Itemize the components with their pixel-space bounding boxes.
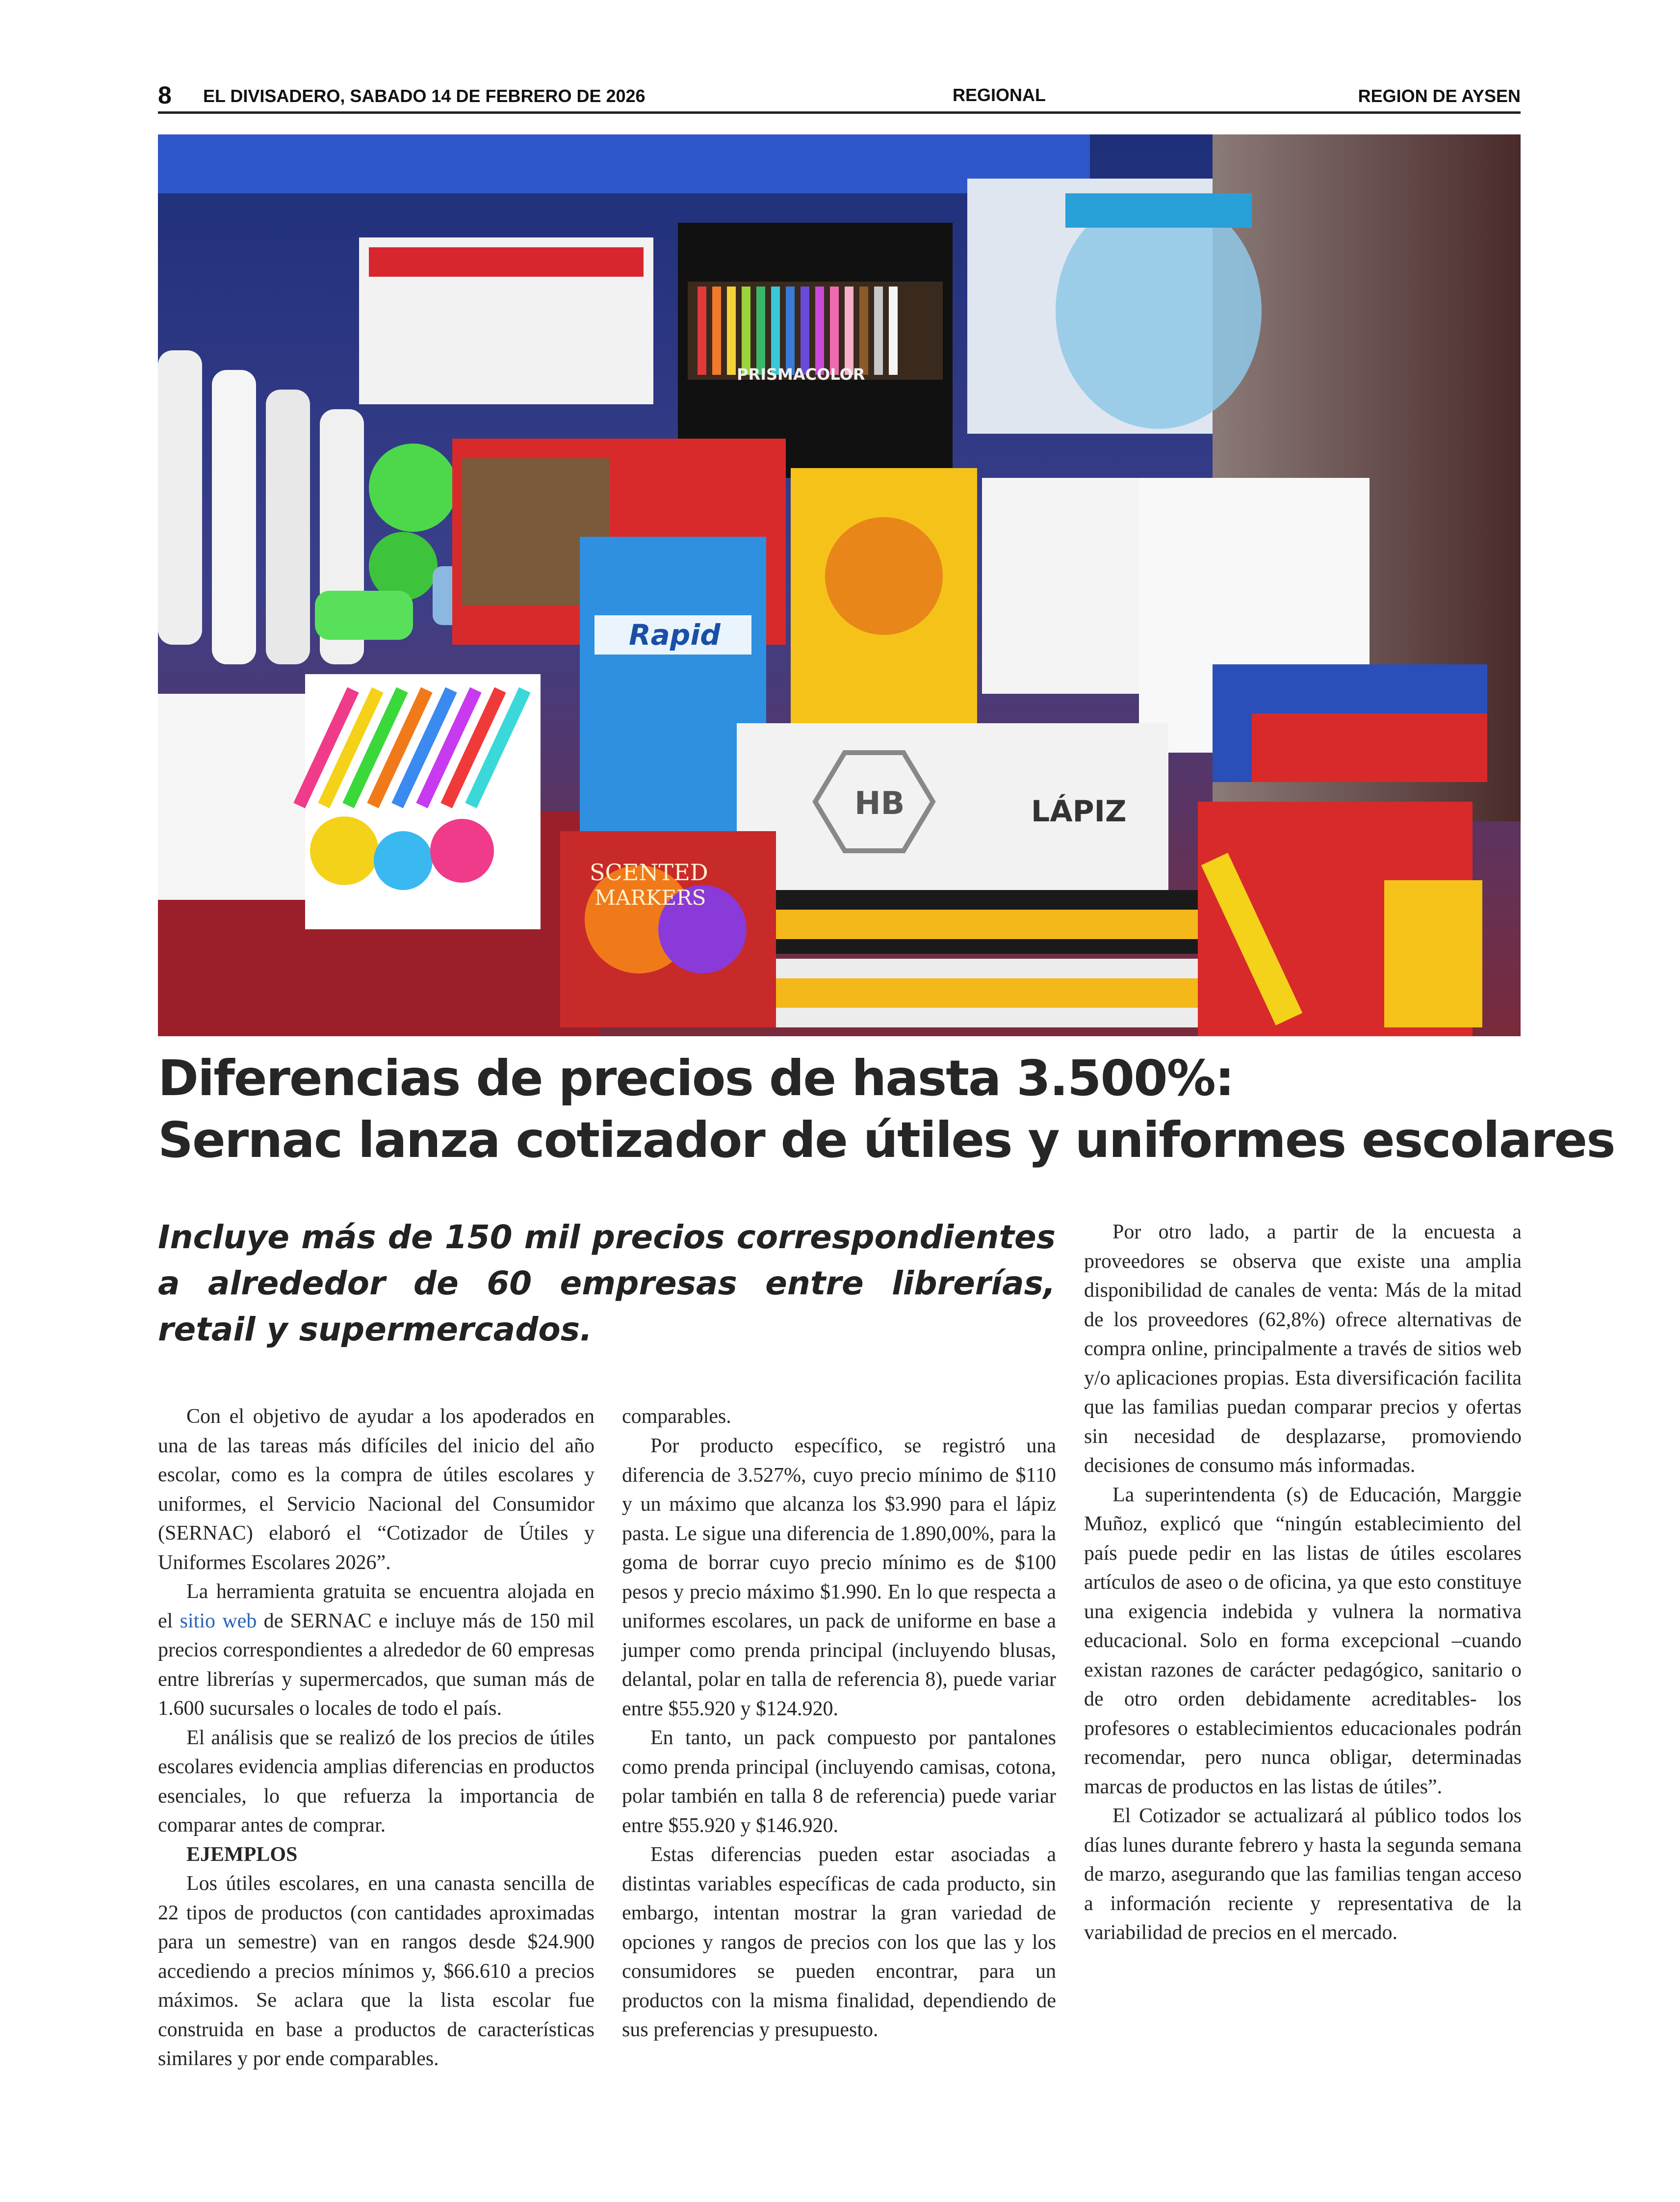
hb-label: HB (854, 786, 905, 822)
article-column-2 (622, 1402, 1056, 2045)
region-name: REGION DE AYSEN (1358, 86, 1521, 106)
paragraph: Estas diferencias pueden estar asociadas a distintas variables específicas de cada producto, sin embargo, intentan mostrar la gran variedad de opciones y rangos de precios con los que las y los consumidores se pueden encontrar, para un productos con la misma finalidad, dependiendo de sus preferencias y presupuesto. (622, 1843, 1056, 2041)
paragraph: Con el objetivo de ayudar a los apoderados en una de las tareas más difíciles del inicio del año escolar, como es la compra de útiles escolares y uniformes, el Servicio Nacional del Consumidor (SERNAC) elaboró el “Cotizador de Útiles y Uniformes Escolares 2026”. (158, 1405, 594, 1574)
continuation-word: comparables. (622, 1405, 731, 1428)
page-number: 8 (158, 81, 172, 109)
prismacolor-label: PRISMACOLOR (737, 365, 865, 384)
paragraph-text: de SERNAC e incluye más de 150 mil precios correspondientes a alrededor de 60 empresas entre librerías y supermercados, que suman más de 1.600 sucursales o locales de todo el país. (158, 1609, 594, 1720)
paragraph: Por producto específico, se registró una diferencia de 3.527%, cuyo precio mínimo de $110 y un máximo que alcanza los $3.990 para el lápiz pasta. Le sigue una diferencia de 1.890,00%, para la goma de borrar cuyo precio mínimo es de $100 pesos y precio máximo $1.990. En lo que respecta a uniformes escolares, un pack de uniforme en base a jumper como prenda principal (incluyendo blusas, delantal, polar en talla de referencia 8), puede variar entre $55.920 y $124.920. (622, 1435, 1056, 1720)
scented-label: SCENTED (590, 859, 708, 886)
headline-line-1: Diferencias de precios de hasta 3.500%: (158, 1049, 1234, 1107)
sitio-web-link[interactable]: sitio web (180, 1609, 257, 1632)
headline-line-2: Sernac lanza cotizador de útiles y uniformes escolares (158, 1111, 1615, 1169)
school-supplies-photo (158, 134, 1521, 1036)
paragraph (158, 1577, 594, 1724)
headline (158, 1048, 1615, 1171)
paragraph: El Cotizador se actualizará al público todos los días lunes durante febrero y hasta la segunda semana de marzo, asegurando que las familias tengan acceso a información reciente y representativa de la variabilidad de precios en el mercado. (1084, 1805, 1522, 1944)
section-name: REGIONAL (953, 85, 1046, 105)
markers-label: MARKERS (594, 886, 706, 910)
paragraph: Los útiles escolares, en una canasta sencilla de 22 tipos de productos (con cantidades aproximadas para un semestre) van en rangos desde $24.900 accediendo a precios mínimos y, $66.610 a precios máximos. Se aclara que la lista escolar fue construida en base a productos de características similares y por ende comparables. (158, 1872, 594, 2070)
subheading-ejemplos: EJEMPLOS (186, 1843, 298, 1866)
publication-date: EL DIVISADERO, SABADO 14 DE FEBRERO DE 2026 (203, 86, 646, 106)
paragraph: Por otro lado, a partir de la encuesta a proveedores se observa que existe una amplia disponibilidad de canales de venta: Más de la mitad de los proveedores (62,8%) ofrece alternativas de compra online, principalmente a través de sitios web y/o aplicaciones propias. Esta diversificación facilita que las familias puedan comparar precios y ofertas sin necesidad de desplazarse, promoviendo decisiones de consumo más informadas. (1084, 1221, 1522, 1477)
lapiz-label: LÁPIZ (1031, 794, 1127, 829)
paragraph-text: La herramienta gratuita se encuentra alojada en el (158, 1580, 594, 1632)
page-header (158, 81, 1521, 114)
paragraph: En tanto, un pack compuesto por pantalones como prenda principal (incluyendo camisas, cotona, polar también en talla 8 de referencia) puede variar entre $55.920 y $146.920. (622, 1727, 1056, 1837)
article-column-1 (158, 1402, 594, 2102)
paragraph: El análisis que se realizó de los precios de útiles escolares evidencia amplias diferencias en productos esenciales, lo que refuerza la importancia de comparar antes de comprar. (158, 1726, 594, 1836)
paragraph: La superintendenta (s) de Educación, Marggie Muñoz, explicó que “ningún establecimiento del país puede pedir en las listas de útiles escolares artículos de aseo o de oficina, ya que esto constituye una exigencia indebida y vulnera la normativa educacional. Solo en forma excepcional –cuando existan razones de carácter pedagógico, sanitario o de otro orden debidamente acreditables- los profesores o establecimientos educacionales podrán recomendar, pero nunca obligar, determinadas marcas de productos en las listas de útiles”. (1084, 1483, 1522, 1798)
column-2-continuation (622, 1402, 1056, 1432)
deck-subtitle: Incluye más de 150 mil precios correspondientes a alrededor de 60 empresas entre librerías, retail y supermercados. (158, 1218, 1056, 1348)
rapid-label: Rapid (629, 618, 721, 652)
article-column-3 (1084, 1218, 1522, 1948)
